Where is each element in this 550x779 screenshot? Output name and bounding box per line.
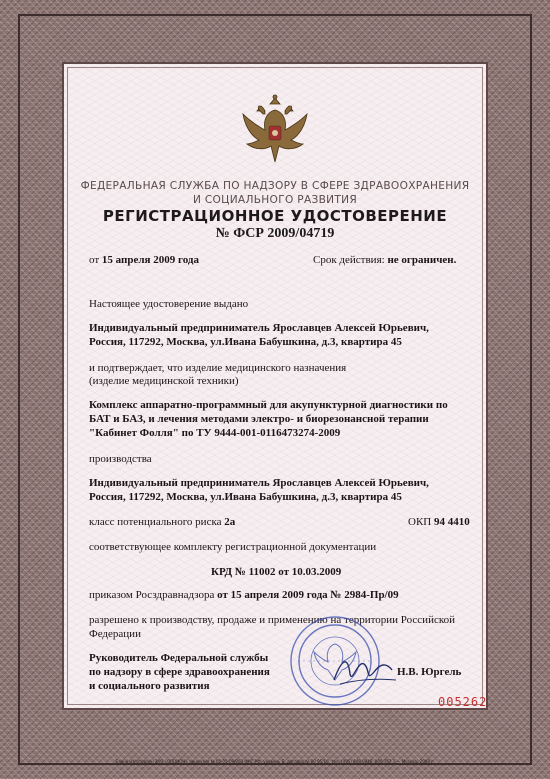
document-title: РЕГИСТРАЦИОННОЕ УДОСТОВЕРЕНИЕ xyxy=(102,207,448,225)
order-row xyxy=(89,589,399,602)
order-prefix: приказом Росздравнадзора xyxy=(89,589,215,601)
issue-date: 15 апреля 2009 года xyxy=(101,254,199,266)
issue-date-row xyxy=(89,254,199,267)
risk-class-label: класс потенциального риска xyxy=(89,516,222,528)
confirms-line-2: (изделие медицинской техники) xyxy=(89,375,239,387)
holder-line-2: Россия, 117292, Москва, ул.Ивана Бабушкина, д.3, квартира 45 xyxy=(89,336,402,348)
confirms-line-1: и подтверждает, что изделие медицинского назначения xyxy=(89,362,347,374)
signatory-line-2: по надзору в сфере здравоохранения xyxy=(89,666,270,678)
docs-label: соответствующее комплекту регистрационной документации xyxy=(89,541,377,553)
manufacturer-line-2: Россия, 117292, Москва, ул.Ивана Бабушкина, д.3, квартира 45 xyxy=(89,491,402,503)
signatory-line-1: Руководитель Федеральной службы xyxy=(89,652,269,664)
permit-line-1: разрешено к производству, продаже и применению на территории Российской xyxy=(89,614,456,626)
signatory-name: Н.В. Юргель xyxy=(397,666,462,678)
validity-row xyxy=(313,254,456,267)
product-line-1: Комплекс аппаратно-программный для акупунктурной диагностики по xyxy=(89,399,448,411)
okp-label: ОКП xyxy=(408,516,432,528)
form-printer-footnote: Бланк изготовлен ЗАО «ОПЦИОН» лицензия № 05-05-09/003 ФНС РФ, уровень Б, договор № 00 05/10, тел. (495) 648-0848, 000 767 1 — Москва, 2008 г. xyxy=(115,759,435,764)
agency-line-2: И СОЦИАЛЬНОГО РАЗВИТИЯ xyxy=(192,194,358,206)
serial-number: 005262 xyxy=(438,695,488,709)
holder-line-1: Индивидуальный предприниматель Ярославцев Алексей Юрьевич, xyxy=(89,322,429,334)
signatory-line-3: и социального развития xyxy=(89,680,210,692)
agency-line-1: ФЕДЕРАЛЬНАЯ СЛУЖБА ПО НАДЗОРУ В СФЕРЕ ЗДРАВООХРАНЕНИЯ xyxy=(80,180,470,192)
manufacturer-line-1: Индивидуальный предприниматель Ярославцев Алексей Юрьевич, xyxy=(89,477,429,489)
manufacturer-label: производства xyxy=(89,453,152,465)
product-line-3: "Кабинет Фолля" по ТУ 9444-001-0116473274-2009 xyxy=(89,427,341,439)
validity-label: Срок действия: xyxy=(313,254,385,266)
permit-line-2: Федерации xyxy=(89,628,141,640)
agency-name xyxy=(70,179,480,207)
coat-of-arms-emblem xyxy=(237,92,313,168)
certificate-number: № ФСР 2009/04719 xyxy=(215,226,335,241)
issue-date-prefix: от xyxy=(89,254,100,266)
risk-class-row xyxy=(89,516,235,529)
product-line-2: БАТ и БАЗ, и лечения методами электро- и биорезонансной терапии xyxy=(89,413,429,425)
validity-value: не ограничен. xyxy=(387,254,457,266)
issued-label: Настоящее удостоверение выдано xyxy=(89,298,249,310)
handwritten-signature xyxy=(330,650,400,690)
risk-class-value: 2а xyxy=(224,516,236,528)
okp-row xyxy=(408,516,470,529)
order-value: от 15 апреля 2009 года № 2984-Пр/09 xyxy=(217,589,399,601)
okp-value: 94 4410 xyxy=(433,516,470,528)
krd-number: КРД № 11002 от 10.03.2009 xyxy=(211,566,342,578)
